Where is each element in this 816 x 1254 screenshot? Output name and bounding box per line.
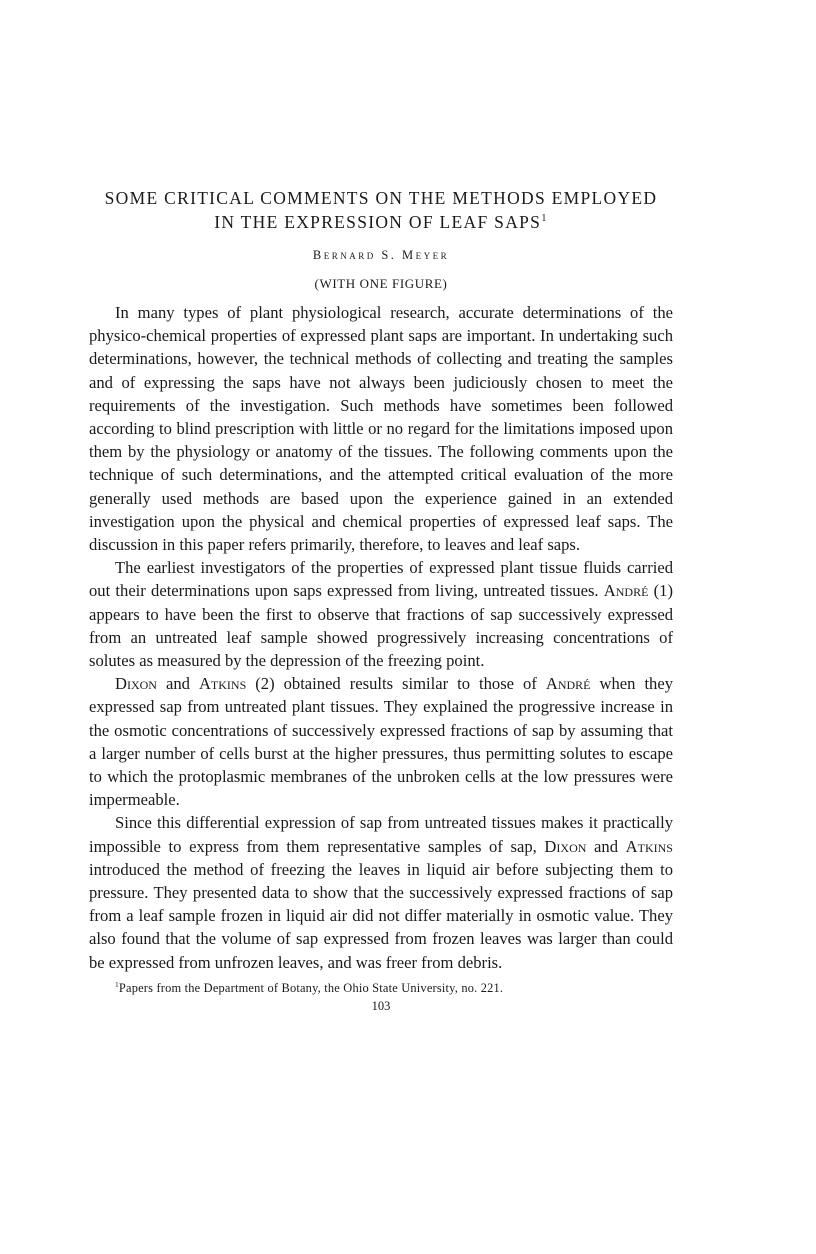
paragraph-text: and — [586, 836, 626, 856]
title-line-1: SOME CRITICAL COMMENTS ON THE METHODS EMPLOYED — [104, 188, 658, 208]
footnote-marker: 1 — [115, 979, 119, 989]
paragraph-text: Since this differential expression of sap from untreated tissues makes it practically impossible to express from them representative samples of sap, — [89, 813, 673, 856]
paragraph-text: The earliest investigators of the properties of expressed plant tissue fluids carried out their determinations upon saps expressed from living, untreated tissues. — [89, 558, 673, 601]
body-text — [89, 301, 673, 974]
title-line-2 — [89, 210, 673, 234]
title-line-2-text: IN THE EXPRESSION OF LEAF SAPS — [214, 212, 542, 232]
footnote-text: Papers from the Department of Botany, the Ohio State University, no. 221. — [118, 980, 504, 995]
cited-author-name: Atkins — [198, 674, 247, 694]
paragraph-text: and — [156, 674, 199, 694]
footnote — [89, 980, 673, 996]
cited-author-name: Dixon — [115, 674, 157, 694]
paragraph-text: In many types of plant physiological research, accurate determinations of the physico-chemical properties of expressed plant saps are important. In undertaking such determinations, however, the technical methods of collecting and treating the samples and of expressing the saps have not always been judiciously chosen to meet the requirements of the investigation. Such methods have sometimes been followed according to blind prescription with little or no regard for the limitations imposed upon them by the physiology or anatomy of the tissues. The following comments upon the technique of such determinations, and the attempted critical evaluation of the more generally used methods are based upon the experience gained in an extended investigation upon the physical and chemical properties of expressed leaf saps. The discussion in this paper refers primarily, therefore, to leaves and leaf saps. — [89, 303, 673, 555]
paragraph-text: when they expressed sap from untreated plant tissues. They explained the progressive increase in the osmotic concentrations of successively expressed fractions of sap by assuming that a larger number of cells burst at the higher pressures, thus permitting solutes to escape to which the protoplasmic membranes of the unbroken cells at the low pressures were impermeable. — [89, 674, 674, 810]
cited-author-name: André — [545, 674, 591, 694]
paragraph-text: introduced the method of freezing the leaves in liquid air before subjecting them to pressure. They presented data to show that the successively expressed fractions of sap from a leaf sample frozen in liquid air did not differ materially in osmotic value. They also found that the volume of sap expressed from frozen leaves was larger than could be expressed from unfrozen leaves, and was freer from debris. — [89, 859, 673, 972]
cited-author-name: André — [603, 581, 649, 601]
figure-note: (WITH ONE FIGURE) — [314, 276, 448, 291]
body-paragraph — [89, 556, 673, 672]
body-paragraph — [89, 811, 673, 973]
paper-title — [89, 186, 673, 234]
cited-author-name: Dixon — [544, 836, 587, 856]
title-footnote-marker[interactable]: 1 — [541, 213, 548, 225]
paper-page — [89, 186, 673, 1014]
cited-author-name: Atkins — [625, 836, 673, 856]
body-paragraph — [89, 672, 673, 811]
paragraph-text: (1) appears to have been the first to observe that fractions of sap successively expressed from an untreated leaf sample showed progressively increasing concentrations of solutes as measured by the depression of the freezing point. — [89, 581, 673, 671]
page-number: 103 — [371, 998, 391, 1013]
paragraph-text: (2) obtained results similar to those of — [246, 674, 546, 694]
author-name: Bernard S. Meyer — [312, 248, 450, 262]
body-paragraph — [89, 301, 673, 556]
